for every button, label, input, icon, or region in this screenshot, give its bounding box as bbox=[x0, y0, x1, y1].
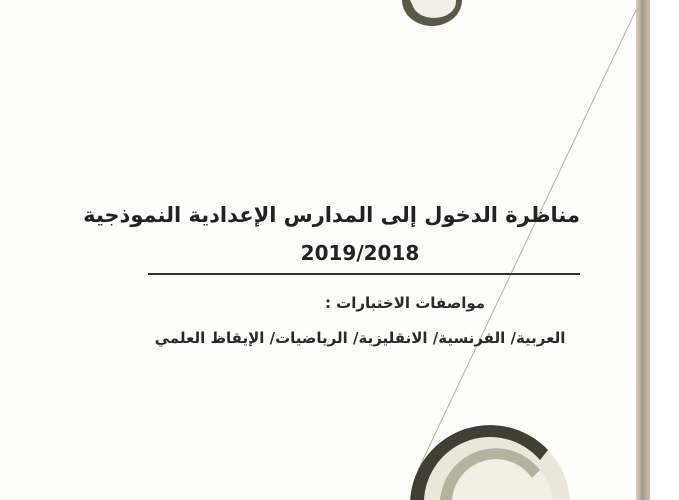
subjects-list: العربية/ الفرنسية/ الانقليزية/ الرياضيات/ الإيقاظ العلمي bbox=[154, 329, 566, 347]
school-year: 2019/2018 bbox=[300, 241, 420, 265]
top-disc-decoration bbox=[402, 0, 462, 26]
document-title: مناظرة الدخول إلى المدارس الإعدادية النموذجية bbox=[83, 203, 580, 227]
bottom-disc-decoration bbox=[410, 425, 570, 500]
title-divider bbox=[148, 273, 580, 275]
specs-heading: مواصفات الاختبارات : bbox=[324, 294, 486, 312]
